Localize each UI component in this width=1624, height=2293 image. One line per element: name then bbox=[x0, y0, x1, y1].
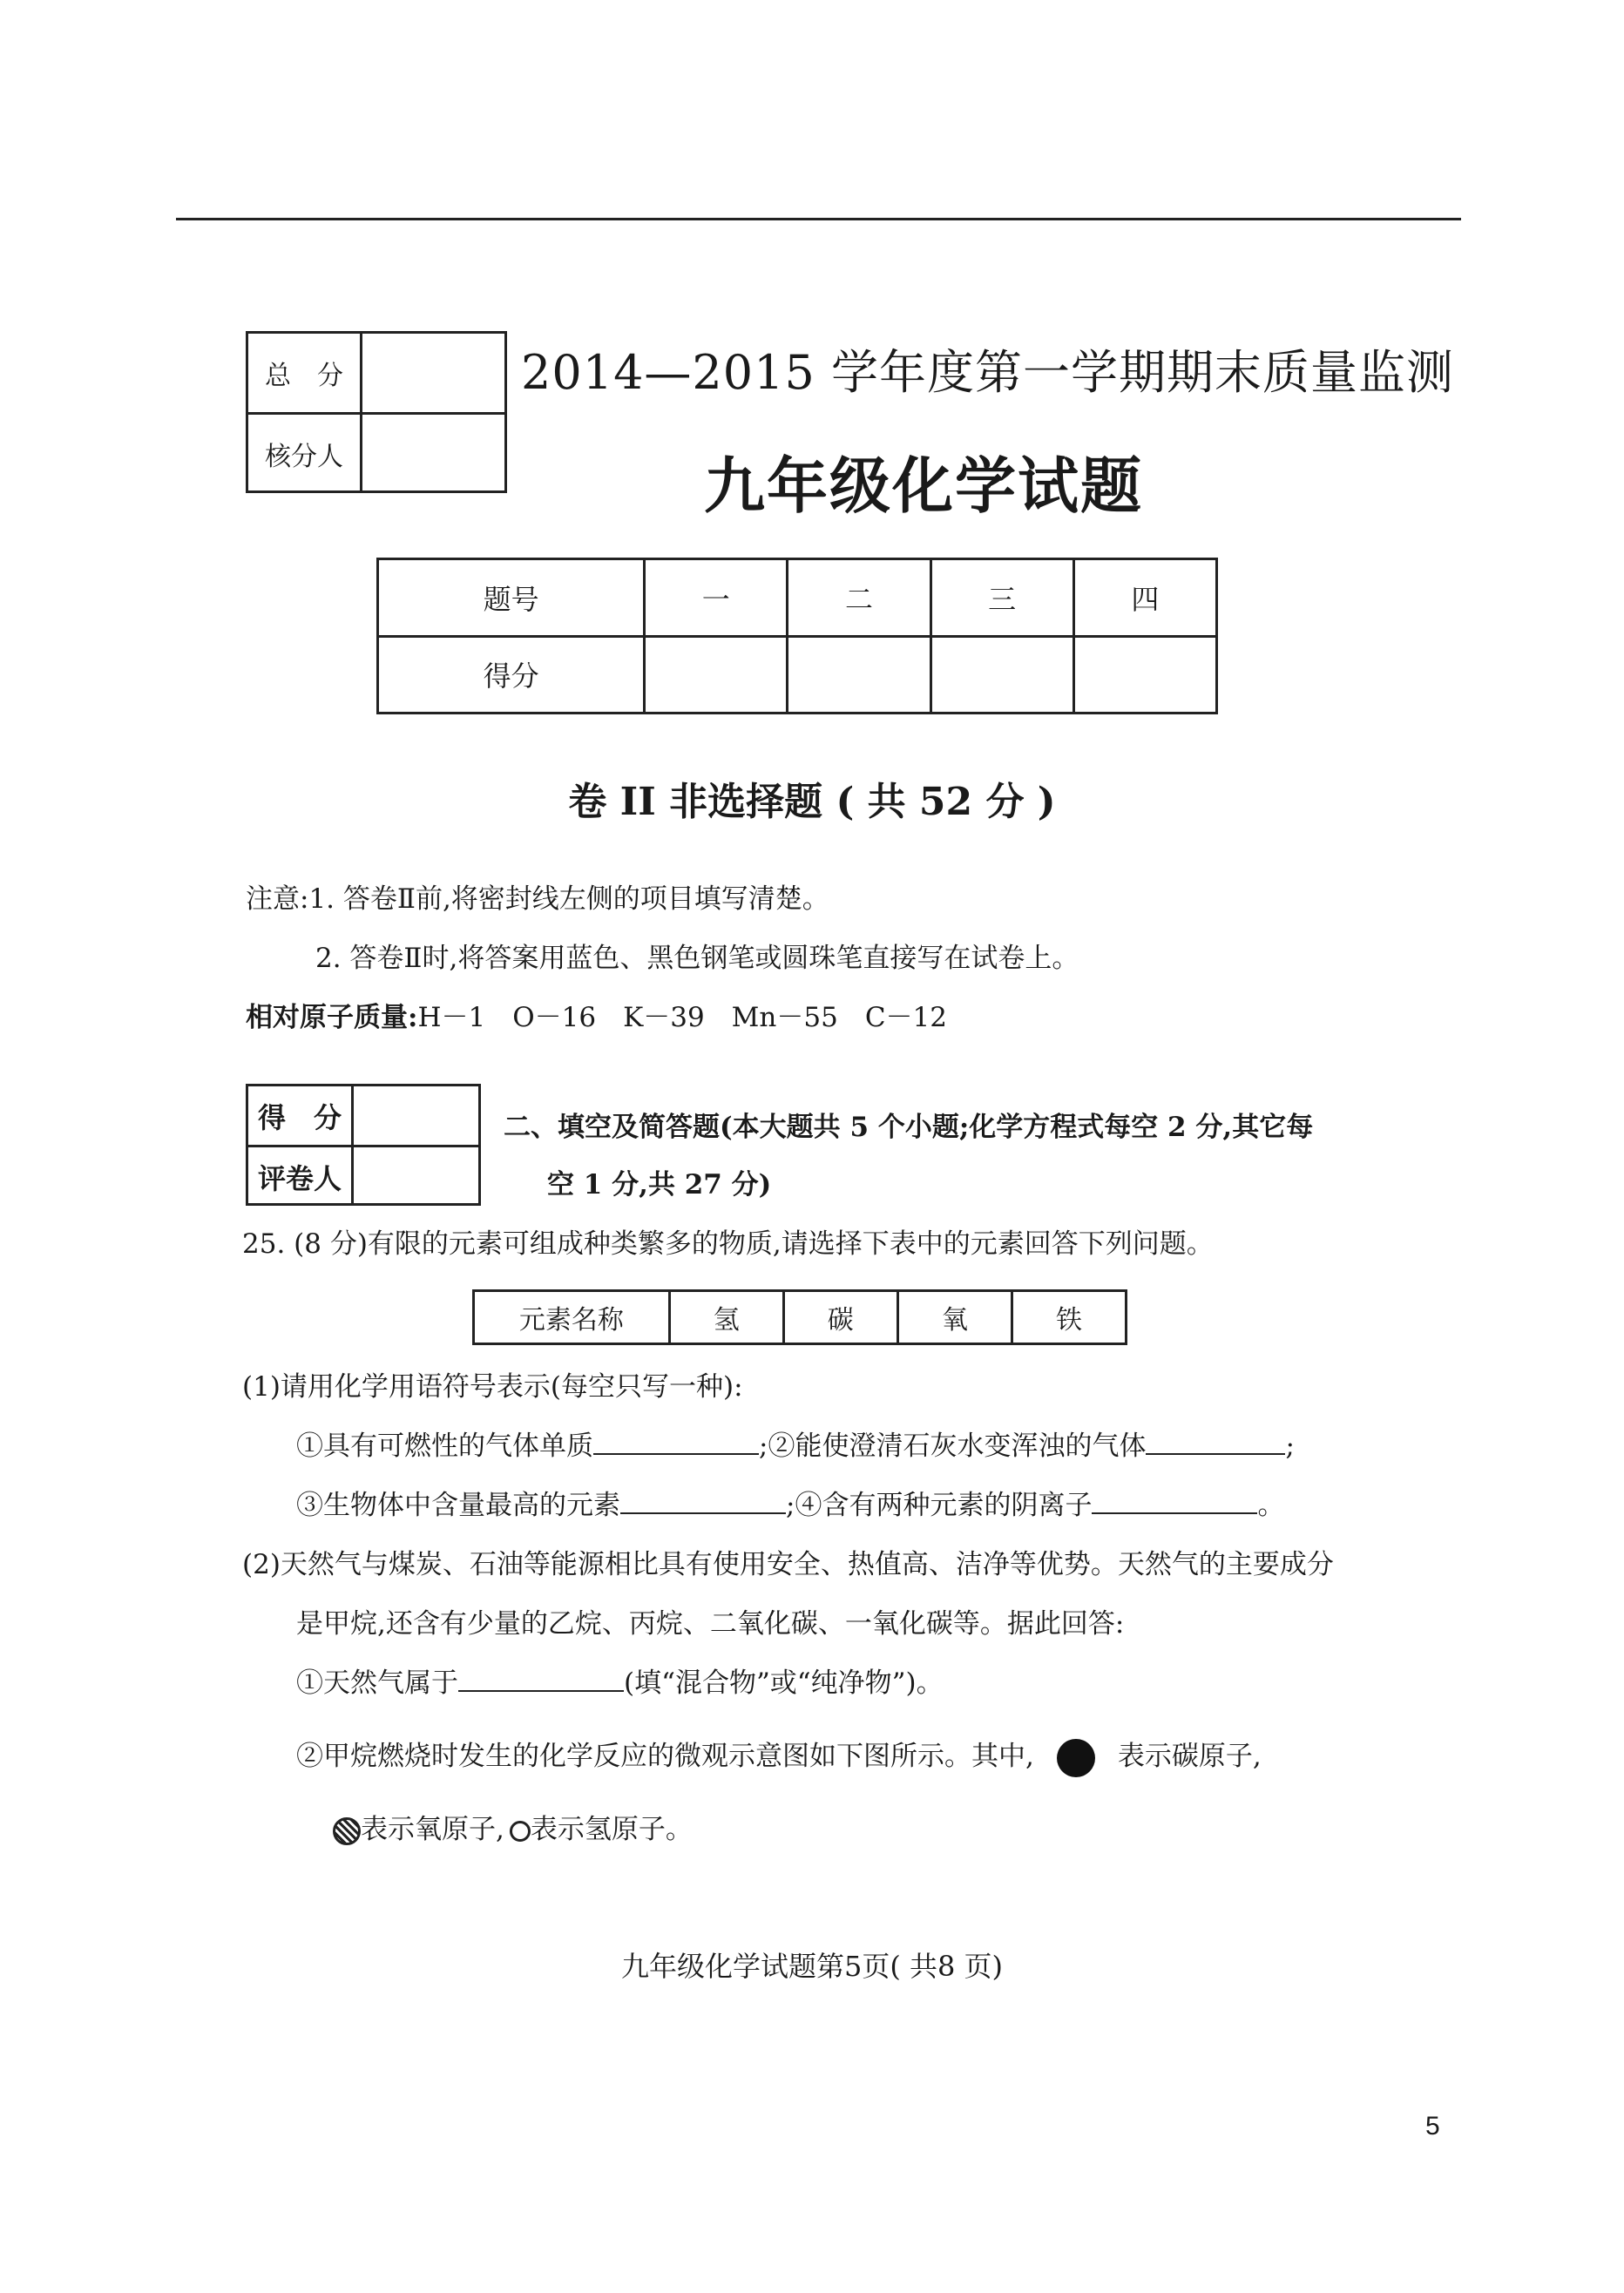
grader-row bbox=[248, 1145, 478, 1206]
q25-sub1-stem: (1)请用化学用语符号表示(每空只写一种): bbox=[242, 1371, 743, 1403]
table-cell: 得分 bbox=[378, 636, 645, 714]
q25-sub1-b-end: ; bbox=[1285, 1431, 1295, 1462]
element-row bbox=[474, 1291, 1127, 1344]
q25-sub1-line2 bbox=[296, 1483, 1284, 1522]
q25-sub1-d-end: 。 bbox=[1257, 1490, 1285, 1521]
answer-blank[interactable] bbox=[620, 1488, 786, 1514]
q25-stem: 25. (8 分)有限的元素可组成种类繁多的物质,请选择下表中的元素回答下列问题。 bbox=[242, 1228, 1214, 1260]
paper-title: 九年级化学试题 bbox=[704, 450, 1143, 522]
top-rule bbox=[176, 218, 1461, 220]
part2-heading: 二、填空及简答题(本大题共 5 个小题;化学方程式每空 2 分,其它每 bbox=[504, 1112, 1314, 1143]
oxygen-atom-icon bbox=[333, 1817, 361, 1845]
grade-box bbox=[246, 1084, 481, 1206]
q25-sub1-line1 bbox=[296, 1424, 1295, 1463]
total-score-label: 总 分 bbox=[248, 334, 362, 412]
note-1: 注意:1. 答卷Ⅱ前,将密封线左侧的项目填写清楚。 bbox=[246, 883, 829, 915]
checker-label: 核分人 bbox=[248, 415, 362, 493]
total-score-box bbox=[246, 331, 507, 493]
element-table bbox=[472, 1289, 1127, 1345]
score-cell[interactable] bbox=[788, 636, 930, 714]
q25-sub2-b-pre: ②甲烷燃烧时发生的化学反应的微观示意图如下图所示。其中, bbox=[296, 1741, 1034, 1772]
table-cell: 氧 bbox=[897, 1291, 1012, 1344]
q25-sub2-b bbox=[296, 1734, 1262, 1777]
score-cell[interactable] bbox=[1073, 636, 1216, 714]
answer-blank[interactable] bbox=[593, 1429, 759, 1455]
checker-row bbox=[248, 412, 504, 493]
atomic-mass-label: 相对原子质量: bbox=[246, 1002, 418, 1033]
page-footer: 九年级化学试题第5页( 共8 页) bbox=[620, 1950, 1004, 1983]
score-row bbox=[378, 636, 1217, 714]
grade-score-label: 得 分 bbox=[248, 1086, 354, 1145]
q25-sub2-line1: (2)天然气与煤炭、石油等能源相比具有使用安全、热值高、洁净等优势。天然气的主要成分 bbox=[242, 1549, 1334, 1580]
table-cell: 三 bbox=[930, 559, 1073, 637]
table-cell: 元素名称 bbox=[474, 1291, 670, 1344]
q25-sub1-b: ;②能使澄清石灰水变浑浊的气体 bbox=[759, 1431, 1147, 1462]
part2-heading-cont: 空 1 分,共 27 分) bbox=[547, 1169, 772, 1201]
q25-sub2-a-post: (填“混合物”或“纯净物”)。 bbox=[624, 1667, 944, 1699]
hydrogen-legend-text: 表示氢原子。 bbox=[530, 1814, 693, 1845]
atomic-mass-line bbox=[246, 995, 947, 1034]
grader-label: 评卷人 bbox=[248, 1147, 354, 1206]
note-2: 2. 答卷Ⅱ时,将答案用蓝色、黑色钢笔或圆珠笔直接写在试卷上。 bbox=[315, 943, 1079, 974]
page-number: 5 bbox=[1425, 2112, 1440, 2141]
q25-sub1-c: ③生物体中含量最高的元素 bbox=[296, 1490, 620, 1521]
q25-sub1-d: ;④含有两种元素的阴离子 bbox=[786, 1490, 1093, 1521]
q25-sub2-a-pre: ①天然气属于 bbox=[296, 1667, 458, 1699]
answer-blank[interactable] bbox=[1146, 1429, 1285, 1455]
question-number-row bbox=[378, 559, 1217, 637]
score-cell[interactable] bbox=[645, 636, 788, 714]
table-cell: 二 bbox=[788, 559, 930, 637]
q25-sub2-line2: 是甲烷,还含有少量的乙烷、丙烷、二氧化碳、一氧化碳等。据此回答: bbox=[296, 1608, 1125, 1640]
total-score-row bbox=[248, 334, 504, 412]
table-cell: 氢 bbox=[669, 1291, 783, 1344]
table-cell: 碳 bbox=[783, 1291, 897, 1344]
question-score-table bbox=[376, 558, 1218, 714]
q25-sub2-a bbox=[296, 1661, 944, 1700]
hydrogen-atom-icon bbox=[510, 1821, 531, 1842]
section-title: 卷 II 非选择题 ( 共 52 分 ) bbox=[568, 780, 1056, 824]
answer-blank[interactable] bbox=[458, 1666, 624, 1692]
carbon-atom-icon bbox=[1057, 1739, 1095, 1777]
exam-title: 2014—2015 学年度第一学期期末质量监测 bbox=[521, 345, 1455, 400]
grade-score-row bbox=[248, 1086, 478, 1145]
table-cell: 一 bbox=[645, 559, 788, 637]
score-cell[interactable] bbox=[930, 636, 1073, 714]
q25-sub1-a: ①具有可燃性的气体单质 bbox=[296, 1431, 593, 1462]
table-cell: 题号 bbox=[378, 559, 645, 637]
table-cell: 四 bbox=[1073, 559, 1216, 637]
q25-sub2-c bbox=[333, 1807, 693, 1846]
q25-sub2-b-post: 表示碳原子, bbox=[1117, 1741, 1262, 1772]
atomic-mass-values: H－1 O－16 K－39 Mn－55 C－12 bbox=[417, 1002, 947, 1033]
answer-blank[interactable] bbox=[1092, 1488, 1257, 1514]
table-cell: 铁 bbox=[1012, 1291, 1126, 1344]
oxygen-legend-text: 表示氧原子, bbox=[361, 1814, 504, 1845]
